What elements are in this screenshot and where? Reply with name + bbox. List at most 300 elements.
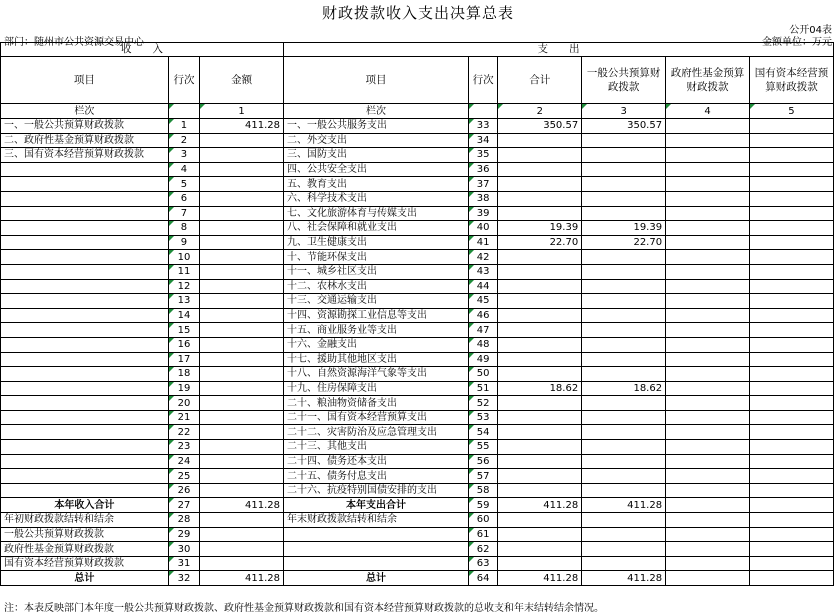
expense-govfund [666,483,750,498]
income-line-no: 29 [168,527,199,542]
expense-line-no: 33 [469,119,498,134]
income-amount [200,133,284,148]
income-amount-header: 金额 [200,57,284,104]
income-line-no: 10 [168,250,199,265]
expense-line-no: 50 [469,367,498,382]
expense-general [582,323,666,338]
expense-statecapital [749,337,833,352]
income-item: 年初财政拨款结转和结余 [1,513,169,528]
income-total-amount: 411.28 [200,571,284,586]
expense-total [498,191,582,206]
expense-general: 22.70 [582,235,666,250]
expense-item: 二、外交支出 [284,133,469,148]
expense-total [498,133,582,148]
expense-total [498,425,582,440]
income-amount [200,250,284,265]
carryover-row [1,513,834,528]
income-item [1,440,169,455]
income-amount [200,221,284,236]
income-amount [200,367,284,382]
income-amount [200,337,284,352]
expense-statecapital [749,162,833,177]
income-item: 政府性基金预算财政拨款 [1,542,169,557]
expense-line-no: 49 [469,352,498,367]
expense-subtotal-govfund [666,498,750,513]
table-row [1,367,834,382]
expense-amount [666,527,750,542]
expense-section-header: 支 出 [284,43,834,57]
income-item [1,308,169,323]
expense-statecapital [749,206,833,221]
expense-total [498,279,582,294]
expense-item: 十四、资源勘探工业信息等支出 [284,308,469,323]
expense-item: 十六、金融支出 [284,337,469,352]
expense-statecapital [749,235,833,250]
income-line-no: 18 [168,367,199,382]
income-item: 二、政府性基金预算财政拨款 [1,133,169,148]
expense-total [498,337,582,352]
expense-total [498,177,582,192]
expense-item: 十、节能环保支出 [284,250,469,265]
income-amount [200,206,284,221]
expense-line-no: 45 [469,294,498,309]
income-line-no: 17 [168,352,199,367]
expense-amount [582,513,666,528]
expense-general [582,367,666,382]
expense-line-no: 41 [469,235,498,250]
income-amount [200,513,284,528]
table-row [1,323,834,338]
table-row [1,308,834,323]
expense-govfund [666,264,750,279]
expense-item: 九、卫生健康支出 [284,235,469,250]
income-amount [200,483,284,498]
income-line-no: 9 [168,235,199,250]
expense-item: 十九、住房保障支出 [284,381,469,396]
lanci-blank [469,104,498,119]
expense-general [582,264,666,279]
expense-statecapital [749,410,833,425]
income-item [1,337,169,352]
income-amount: 411.28 [200,119,284,134]
expense-statecapital [749,279,833,294]
carryover-row [1,556,834,571]
expense-item: 二十四、债务还本支出 [284,454,469,469]
table-row [1,469,834,484]
expense-line-no: 40 [469,221,498,236]
income-item [1,381,169,396]
expense-general [582,410,666,425]
income-item-header: 项目 [1,57,169,104]
income-item [1,250,169,265]
income-item [1,483,169,498]
expense-line-no: 53 [469,410,498,425]
income-line-no: 30 [168,542,199,557]
expense-item: 五、教育支出 [284,177,469,192]
expense-amount [498,542,582,557]
income-amount [200,542,284,557]
unit-label: 金额单位：万元 [762,37,832,48]
expense-govfund [666,352,750,367]
expense-total [498,308,582,323]
expense-govfund [666,294,750,309]
expense-statecapital [749,367,833,382]
expense-item: 二十五、债务付息支出 [284,469,469,484]
income-line-no: 20 [168,396,199,411]
expense-general [582,133,666,148]
expense-general [582,279,666,294]
expense-subtotal-total: 411.28 [498,498,582,513]
expense-line-no: 55 [469,440,498,455]
expense-total [498,410,582,425]
expense-statecapital [749,425,833,440]
expense-item: 八、社会保障和就业支出 [284,221,469,236]
expense-line-no: 37 [469,177,498,192]
expense-general [582,337,666,352]
table-row [1,148,834,163]
income-amount [200,148,284,163]
form-code: 公开04表 [789,25,832,36]
expense-govfund [666,396,750,411]
income-item [1,279,169,294]
expense-govfund [666,469,750,484]
income-amount [200,381,284,396]
table-row [1,235,834,250]
income-item [1,367,169,382]
table-row [1,294,834,309]
lanci-col-4: 4 [666,104,750,119]
expense-grand-general: 411.28 [582,571,666,586]
expense-statecapital [749,352,833,367]
income-amount [200,235,284,250]
income-amount [200,177,284,192]
expense-item: 十一、城乡社区支出 [284,264,469,279]
expense-item: 一、一般公共服务支出 [284,119,469,134]
table-row [1,133,834,148]
income-item: 一、一般公共预算财政拨款 [1,119,169,134]
expense-total [498,469,582,484]
income-amount [200,279,284,294]
expense-amount [666,556,750,571]
income-line-no: 21 [168,410,199,425]
expense-item-header: 项目 [284,57,469,104]
expense-line-no: 54 [469,425,498,440]
expense-item: 二十一、国有资本经营预算支出 [284,410,469,425]
expense-line-no: 48 [469,337,498,352]
table-row [1,381,834,396]
expense-line-no: 38 [469,191,498,206]
table-row [1,279,834,294]
expense-statecapital [749,483,833,498]
table-row [1,119,834,134]
expense-amount [666,542,750,557]
expense-amount [582,556,666,571]
expense-general [582,191,666,206]
expense-statecapital [749,308,833,323]
expense-govfund [666,440,750,455]
lanci-blank [168,104,199,119]
expense-general [582,483,666,498]
expense-statecapital [749,323,833,338]
income-line-no: 12 [168,279,199,294]
expense-item: 四、公共安全支出 [284,162,469,177]
expense-line-no: 36 [469,162,498,177]
table-row [1,337,834,352]
income-line-no: 31 [168,556,199,571]
income-line-no: 22 [168,425,199,440]
income-line-no: 3 [168,148,199,163]
expense-govfund [666,133,750,148]
income-amount [200,308,284,323]
expense-line-no: 63 [469,556,498,571]
income-line-no: 14 [168,308,199,323]
expense-line-no: 47 [469,323,498,338]
expense-subtotal-label: 本年支出合计 [284,498,469,513]
report-title: 财政拨款收入支出决算总表 [321,4,514,22]
expense-item: 年末财政拨款结转和结余 [284,513,469,528]
income-item [1,264,169,279]
income-amount [200,410,284,425]
expense-statecapital [749,250,833,265]
expense-govfund [666,323,750,338]
income-line-no: 15 [168,323,199,338]
subtotal-row [1,498,834,513]
expense-grand-statecapital [749,571,833,586]
table-row [1,264,834,279]
expense-govfund [666,425,750,440]
expense-total [498,148,582,163]
expense-line-no: 58 [469,483,498,498]
expense-govfund [666,206,750,221]
expense-statecapital [749,221,833,236]
income-item: 国有资本经营预算财政拨款 [1,556,169,571]
expense-total [498,323,582,338]
expense-line-no: 35 [469,148,498,163]
expense-item: 十七、援助其他地区支出 [284,352,469,367]
table-row [1,483,834,498]
expense-subtotal-general: 411.28 [582,498,666,513]
expense-statecapital [749,191,833,206]
expense-statecapital-header: 国有资本经营预算财政拨款 [749,57,833,104]
expense-statecapital [749,148,833,163]
income-item [1,352,169,367]
expense-item: 十五、商业服务业等支出 [284,323,469,338]
income-amount [200,440,284,455]
expense-govfund [666,279,750,294]
expense-statecapital [749,381,833,396]
expense-govfund [666,235,750,250]
expense-amount [749,527,833,542]
expense-amount [749,513,833,528]
expense-item: 二十三、其他支出 [284,440,469,455]
income-amount [200,454,284,469]
income-amount [200,352,284,367]
expense-general [582,469,666,484]
income-line-no: 1 [168,119,199,134]
expense-total [498,396,582,411]
income-line-header: 行次 [168,57,199,104]
expense-general: 19.39 [582,221,666,236]
expense-total: 19.39 [498,221,582,236]
table-row [1,352,834,367]
income-line-no: 27 [168,498,199,513]
income-item [1,469,169,484]
expense-total [498,483,582,498]
expense-subtotal-statecapital [749,498,833,513]
income-line-no: 26 [168,483,199,498]
carryover-row [1,527,834,542]
expense-line-no: 60 [469,513,498,528]
income-item [1,294,169,309]
expense-line-no: 34 [469,133,498,148]
table-row [1,425,834,440]
expense-grand-govfund [666,571,750,586]
expense-general [582,250,666,265]
expense-govfund [666,410,750,425]
income-amount [200,323,284,338]
expense-total [498,206,582,221]
grand-total-row [1,571,834,586]
income-item [1,206,169,221]
income-line-no: 13 [168,294,199,309]
expense-general: 18.62 [582,381,666,396]
expense-general [582,352,666,367]
expense-general [582,294,666,309]
table-row [1,206,834,221]
expense-line-no: 51 [469,381,498,396]
expense-item: 七、文化旅游体育与传媒支出 [284,206,469,221]
expense-general [582,177,666,192]
expense-govfund [666,367,750,382]
expense-statecapital [749,264,833,279]
expense-total [498,294,582,309]
expense-total [498,454,582,469]
expense-general [582,440,666,455]
income-line-no: 28 [168,513,199,528]
income-item: 三、国有资本经营预算财政拨款 [1,148,169,163]
income-amount [200,396,284,411]
expense-govfund [666,381,750,396]
expense-total [498,367,582,382]
income-item [1,162,169,177]
income-item [1,425,169,440]
table-row [1,250,834,265]
expense-general [582,148,666,163]
expense-total-label: 总计 [284,571,469,586]
expense-govfund [666,337,750,352]
department-label: 部门：随州市公共资源交易中心 [4,37,144,48]
table-row [1,410,834,425]
income-subtotal-label: 本年收入合计 [1,498,169,513]
lanci-col-5: 5 [749,104,833,119]
income-amount [200,556,284,571]
income-line-no: 4 [168,162,199,177]
income-line-no: 6 [168,191,199,206]
expense-govfund [666,250,750,265]
expense-total [498,162,582,177]
income-item [1,410,169,425]
expense-amount [498,556,582,571]
income-line-no: 7 [168,206,199,221]
expense-total: 350.57 [498,119,582,134]
carryover-row [1,542,834,557]
expense-general [582,454,666,469]
expense-grand-total: 411.28 [498,571,582,586]
footnote: 注：本表反映部门本年度一般公共预算财政拨款、政府性基金预算财政拨款和国有资本经营预算财政拨款的总收支和年末结转结余情况。 [4,603,604,614]
table-row [1,221,834,236]
expense-statecapital [749,294,833,309]
expense-line-no: 61 [469,527,498,542]
expense-line-no: 59 [469,498,498,513]
lanci-col-1: 1 [200,104,284,119]
expense-line-no: 44 [469,279,498,294]
expense-statecapital [749,440,833,455]
expense-item [284,527,469,542]
expense-govfund [666,162,750,177]
income-subtotal-amount: 411.28 [200,498,284,513]
income-amount [200,425,284,440]
income-item [1,221,169,236]
expense-statecapital [749,469,833,484]
expense-statecapital [749,177,833,192]
expense-item: 三、国防支出 [284,148,469,163]
expense-amount [749,542,833,557]
table-row [1,440,834,455]
expense-item [284,542,469,557]
expense-item: 十三、交通运输支出 [284,294,469,309]
expense-item: 十二、农林水支出 [284,279,469,294]
expense-item: 六、科学技术支出 [284,191,469,206]
table-row [1,177,834,192]
expense-amount [582,542,666,557]
expense-general-header: 一般公共预算财政拨款 [582,57,666,104]
income-amount [200,162,284,177]
income-item [1,191,169,206]
expense-item: 二十、粮油物资储备支出 [284,396,469,411]
expense-line-no: 39 [469,206,498,221]
income-total-label: 总计 [1,571,169,586]
expense-amount [749,556,833,571]
expense-general [582,206,666,221]
income-line-no: 25 [168,469,199,484]
expense-general [582,425,666,440]
expense-line-no: 64 [469,571,498,586]
expense-line-no: 62 [469,542,498,557]
expense-statecapital [749,396,833,411]
income-line-no: 24 [168,454,199,469]
income-item [1,454,169,469]
expense-govfund [666,308,750,323]
expense-line-no: 42 [469,250,498,265]
income-amount [200,294,284,309]
table-row [1,454,834,469]
table-row [1,162,834,177]
expense-total-header: 合计 [498,57,582,104]
expense-govfund [666,148,750,163]
expense-general [582,308,666,323]
income-section-header: 收 入 [1,43,284,57]
income-line-no: 32 [168,571,199,586]
expense-amount [498,527,582,542]
expense-total [498,250,582,265]
income-line-no: 2 [168,133,199,148]
income-lanci-label: 栏次 [1,104,169,119]
expense-item [284,556,469,571]
expense-govfund [666,221,750,236]
expense-line-no: 57 [469,469,498,484]
expense-item: 十八、自然资源海洋气象等支出 [284,367,469,382]
lanci-col-3: 3 [582,104,666,119]
